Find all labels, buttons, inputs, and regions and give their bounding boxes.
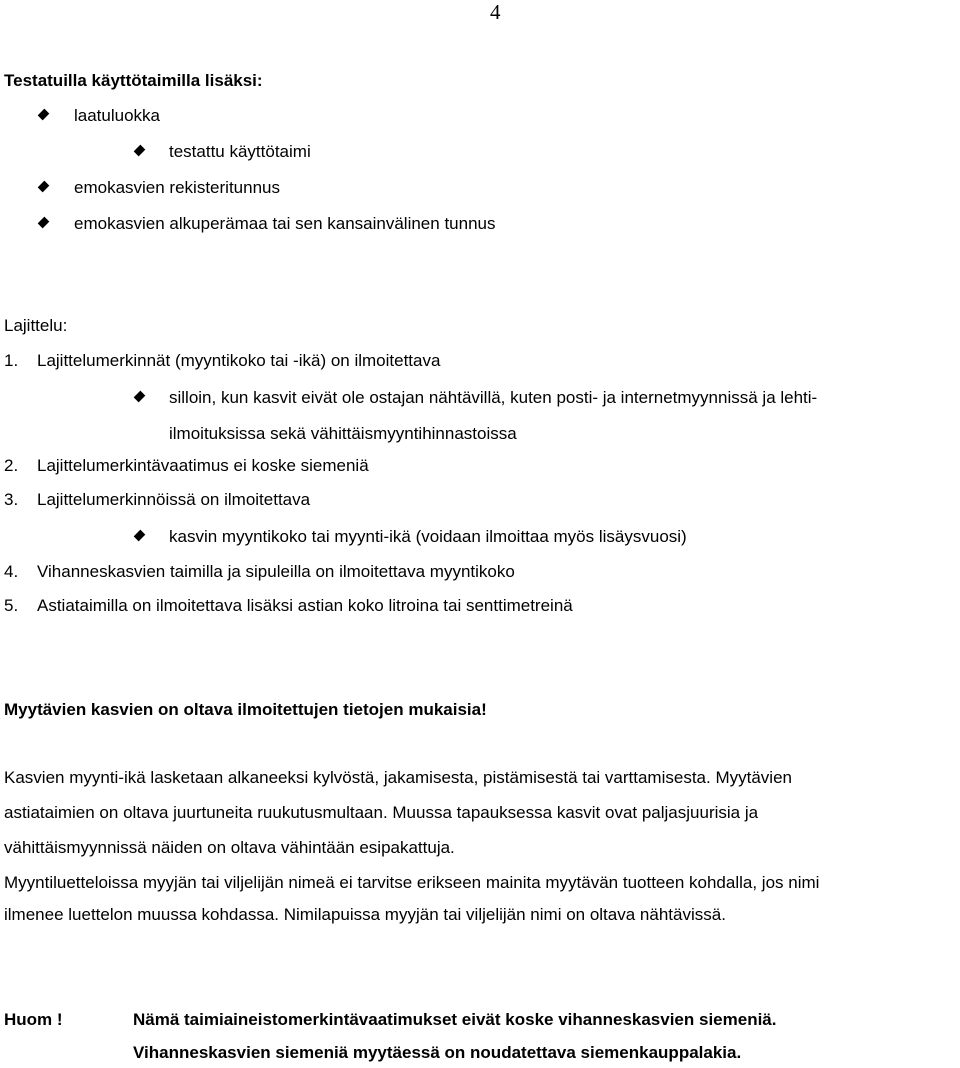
paragraph-line: Kasvien myynti-ikä lasketaan alkaneeksi kylvöstä, jakamisesta, pistämisestä tai varttamisesta. Myytävien bbox=[4, 768, 792, 787]
list-number: 5. bbox=[4, 596, 19, 615]
paragraph-line: astiataimien on oltava juurtuneita ruukutusmultaan. Muussa tapauksessa kasvit ovat paljasjuurisia ja bbox=[4, 803, 759, 822]
list-item: Lajittelumerkinnöissä on ilmoitettava bbox=[37, 490, 311, 509]
list-item: Vihanneskasvien taimilla ja sipuleilla on ilmoitettava myyntikoko bbox=[37, 562, 515, 581]
list-subitem: silloin, kun kasvit eivät ole ostajan nähtävillä, kuten posti- ja internetmyynnissä ja lehti- bbox=[169, 388, 818, 407]
list-number: 1. bbox=[4, 351, 19, 370]
list-number: 3. bbox=[4, 490, 19, 509]
note-line: Nämä taimiaineistomerkintävaatimukset eivät koske vihanneskasvien siemeniä. bbox=[133, 1010, 777, 1029]
sorting-heading: Lajittelu: bbox=[4, 316, 68, 335]
list-subitem: kasvin myyntikoko tai myynti-ikä (voidaan ilmoittaa myös lisäysvuosi) bbox=[169, 527, 687, 546]
list-item: emokasvien rekisteritunnus bbox=[74, 178, 280, 197]
note-label: Huom ! bbox=[4, 1010, 63, 1029]
emphasis-statement: Myytävien kasvien on oltava ilmoitettujen tietojen mukaisia! bbox=[4, 700, 487, 719]
paragraph-line: Myyntiluetteloissa myyjän tai viljelijän nimeä ei tarvitse erikseen mainita myytävän tuotteen kohdalla, jos nimi bbox=[4, 873, 820, 892]
page-number: 4 bbox=[490, 0, 501, 24]
list-number: 4. bbox=[4, 562, 19, 581]
list-number: 2. bbox=[4, 456, 19, 475]
note-line: Vihanneskasvien siemeniä myytäessä on noudatettava siemenkauppalakia. bbox=[133, 1043, 742, 1062]
list-item: Lajittelumerkintävaatimus ei koske siemeniä bbox=[37, 456, 369, 475]
list-item: Lajittelumerkinnät (myyntikoko tai -ikä) on ilmoitettava bbox=[37, 351, 441, 370]
paragraph-line: vähittäismyynnissä näiden on oltava vähintään esipakattuja. bbox=[4, 838, 455, 857]
tested-heading: Testatuilla käyttötaimilla lisäksi: bbox=[4, 71, 263, 90]
list-item: emokasvien alkuperämaa tai sen kansainvälinen tunnus bbox=[74, 214, 496, 233]
list-subitem-continuation: ilmoituksissa sekä vähittäismyyntihinnastoissa bbox=[169, 424, 517, 443]
paragraph-line: ilmenee luettelon muussa kohdassa. Nimilapuissa myyjän tai viljelijän nimi on oltava nähtävissä. bbox=[4, 905, 726, 924]
list-item: Astiataimilla on ilmoitettava lisäksi astian koko litroina tai senttimetreinä bbox=[37, 596, 573, 615]
list-item: testattu käyttötaimi bbox=[169, 142, 311, 161]
list-item: laatuluokka bbox=[74, 106, 161, 125]
